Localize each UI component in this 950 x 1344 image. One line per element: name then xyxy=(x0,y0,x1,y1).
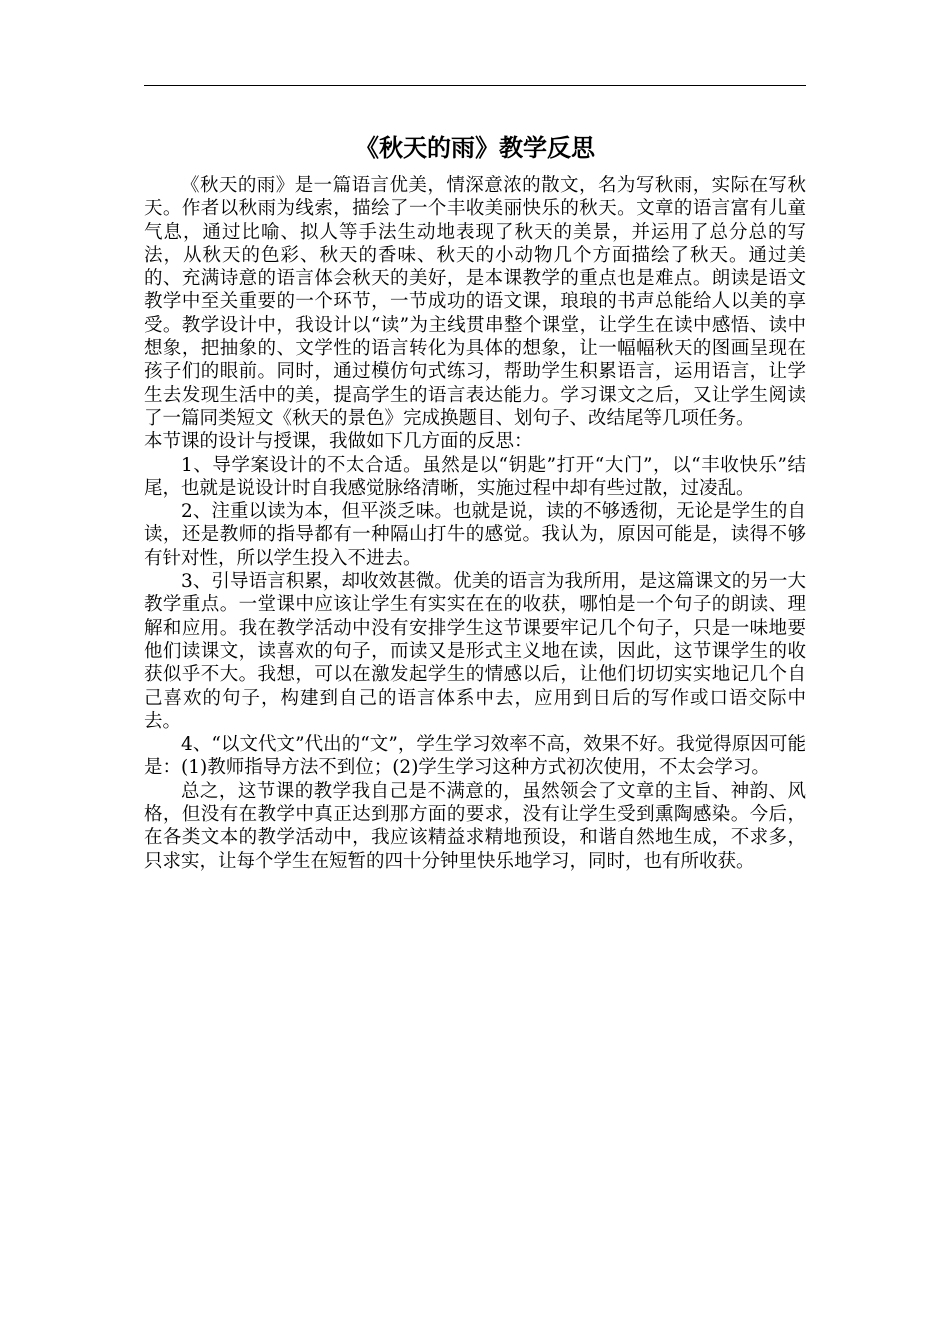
paragraph-point-4: 4、“以文代文”代出的“文”，学生学习效率不高，效果不好。我觉得原因可能是：(1)教师指导方法不到位；(2)学生学习这种方式初次使用，不太会学习。 xyxy=(144,734,806,779)
paragraph-conclusion: 总之，这节课的教学我自己是不满意的，虽然领会了文章的主旨、神韵、风格，但没有在教学中真正达到那方面的要求，没有让学生受到熏陶感染。今后，在各类文本的教学活动中，我应该精益求精地预设，和谐自然地生成，不求多，只求实，让每个学生在短暂的四十分钟里快乐地学习，同时，也有所收获。 xyxy=(144,780,806,872)
paragraph-point-3: 3、引导语言积累，却收效甚微。优美的语言为我所用，是这篇课文的另一大教学重点。一堂课中应该让学生有实实在在的收获，哪怕是一个句子的朗读、理解和应用。我在教学活动中没有安排学生这节课要牢记几个句子，只是一味地要他们读课文，读喜欢的句子，而读又是形式主义地在读，因此，这节课学生的收获似乎不大。我想，可以在激发起学生的情感以后，让他们切切实实地记几个自己喜欢的句子，构建到自己的语言体系中去，应用到日后的写作或口语交际中去。 xyxy=(144,571,806,732)
paragraph-reflection-lead: 本节课的设计与授课，我做如下几方面的反思： xyxy=(144,431,533,453)
paragraph-intro: 《秋天的雨》是一篇语言优美，情深意浓的散文，名为写秋雨，实际在写秋天。作者以秋雨为线索，描绘了一个丰收美丽快乐的秋天。文章的语言富有儿童气息，通过比喻、拟人等手法生动地表现了秋天的美景，并运用了总分总的写法，从秋天的色彩、秋天的香味、秋天的小动物几个方面描绘了秋天。通过美的、充满诗意的语言体会秋天的美好，是本课教学的重点也是难点。朗读是语文教学中至关重要的一个环节，一节成功的语文课，琅琅的书声总能给人以美的享受。教学设计中，我设计以“读”为主线贯串整个课堂，让学生在读中感悟、读中想象，把抽象的、文学性的语言转化为具体的想象，让一幅幅秋天的图画呈现在孩子们的眼前。同时，通过模仿句式练习，帮助学生积累语言，运用语言，让学生去发现生活中的美，提高学生的语言表达能力。学习课文之后，又让学生阅读了一篇同类短文《秋天的景色》完成换题目、划句子、改结尾等几项任务。 xyxy=(144,175,806,429)
document-title: 《秋天的雨》教学反思 xyxy=(355,133,595,162)
paragraph-point-1: 1、导学案设计的不太合适。虽然是以“钥匙”打开“大门”，以“丰收快乐”结尾，也就是说设计时自我感觉脉络清晰，实施过程中却有些过散，过凌乱。 xyxy=(144,454,806,499)
header-rule xyxy=(144,85,806,86)
paragraph-point-2: 2、注重以读为本，但平淡乏味。也就是说，读的不够透彻，无论是学生的自读，还是教师的指导都有一种隔山打牛的感觉。我认为，原因可能是，读得不够有针对性，所以学生投入不进去。 xyxy=(144,501,806,569)
document-body xyxy=(144,174,806,873)
